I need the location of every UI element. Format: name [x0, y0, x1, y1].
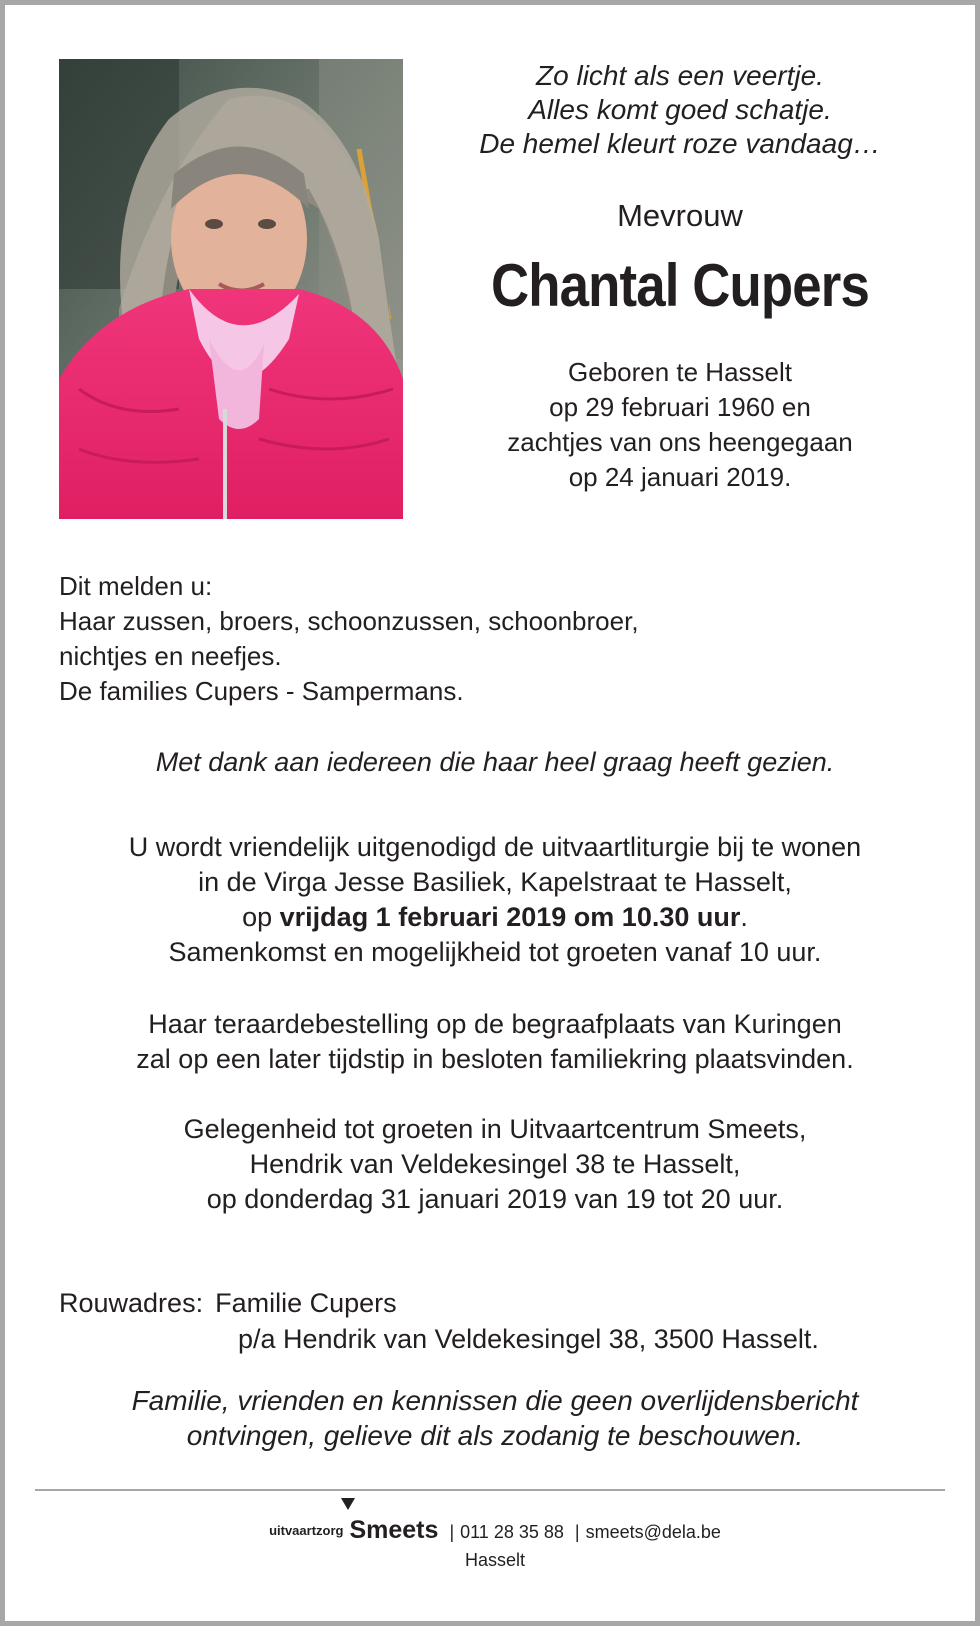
- greet-line: op donderdag 31 januari 2019 van 19 tot 20 uur.: [206, 1184, 784, 1214]
- rouwadres-name: Familie Cupers: [215, 1288, 397, 1318]
- separator: |: [574, 1522, 580, 1542]
- logo-small-text: uitvaartzorg: [269, 1523, 344, 1538]
- logo-big-text: Smeets: [349, 1516, 439, 1544]
- birth-line: zachtjes van ons heengegaan: [507, 427, 853, 457]
- announce-line: De families Cupers - Sampermans.: [59, 676, 464, 706]
- rouwadres-label: Rouwadres:: [59, 1288, 204, 1318]
- birth-line: op 24 januari 2019.: [568, 462, 792, 492]
- greet-line: Hendrik van Veldekesingel 38 te Hasselt,: [249, 1149, 741, 1179]
- announce-line: Haar zussen, broers, schoonzussen, schoonbroer,: [59, 606, 639, 636]
- funeral-home-logo: [349, 1516, 438, 1544]
- portrait-image: [59, 59, 403, 519]
- liturgy-line: Samenkomst en mogelijkheid tot groeten vanaf 10 uur.: [168, 937, 822, 967]
- birth-line: Geboren te Hasselt: [567, 357, 792, 387]
- divider: [35, 1489, 945, 1491]
- footer-phone: 011 28 35 88: [460, 1522, 564, 1542]
- liturgy-info: [5, 830, 980, 970]
- liturgy-line: U wordt vriendelijk uitgenodigd de uitvaartliturgie bij te wonen: [128, 832, 862, 862]
- salutation: Mevrouw: [617, 198, 743, 233]
- footer-contact-line: [5, 1515, 980, 1547]
- liturgy-date-prefix: op: [242, 902, 280, 932]
- footer: [5, 1515, 980, 1573]
- poem-line: Zo licht als een veertje.: [536, 60, 824, 91]
- burial-line: Haar teraardebestelling op de begraafplaats van Kuringen: [148, 1009, 842, 1039]
- greeting-info: [5, 1112, 980, 1217]
- note-line: ontvingen, gelieve dit als zodanig te beschouwen.: [186, 1420, 804, 1451]
- poem: [445, 59, 915, 161]
- rouwadres-address: p/a Hendrik van Veldekesingel 38, 3500 Hasselt.: [238, 1324, 819, 1354]
- liturgy-date: vrijdag 1 februari 2019 om 10.30 uur: [279, 902, 741, 932]
- note-line: Familie, vrienden en kennissen die geen overlijdensbericht: [131, 1385, 859, 1416]
- burial-line: zal op een later tijdstip in besloten familiekring plaatsvinden.: [136, 1044, 854, 1074]
- triangle-mark-icon: [341, 1498, 355, 1510]
- deceased-name: Chantal Cupers: [491, 252, 869, 319]
- rouwadres-row: [59, 1285, 819, 1321]
- separator: |: [449, 1522, 455, 1542]
- liturgy-date-suffix: .: [740, 902, 748, 932]
- thanks-line: Met dank aan iedereen die haar heel graag heeft gezien.: [155, 747, 835, 777]
- liturgy-line: in de Virga Jesse Basiliek, Kapelstraat te Hasselt,: [198, 867, 792, 897]
- birth-death-info: [445, 355, 915, 495]
- liturgy-date-line: [5, 900, 980, 935]
- announcement: [59, 569, 639, 709]
- announce-line: Dit melden u:: [59, 571, 213, 601]
- announce-line: nichtjes en neefjes.: [59, 641, 282, 671]
- footer-email[interactable]: smeets@dela.be: [585, 1522, 721, 1542]
- burial-info: [5, 1007, 980, 1077]
- footer-city: Hasselt: [464, 1550, 526, 1570]
- rouwadres: [59, 1285, 819, 1357]
- greet-line: Gelegenheid tot groeten in Uitvaartcentrum Smeets,: [183, 1114, 807, 1144]
- no-notice-note: [5, 1383, 980, 1453]
- header-text: [445, 59, 915, 495]
- portrait-photo: [59, 59, 403, 519]
- poem-line: De hemel kleurt roze vandaag…: [479, 128, 881, 159]
- poem-line: Alles komt goed schatje.: [528, 94, 832, 125]
- birth-line: op 29 februari 1960 en: [549, 392, 811, 422]
